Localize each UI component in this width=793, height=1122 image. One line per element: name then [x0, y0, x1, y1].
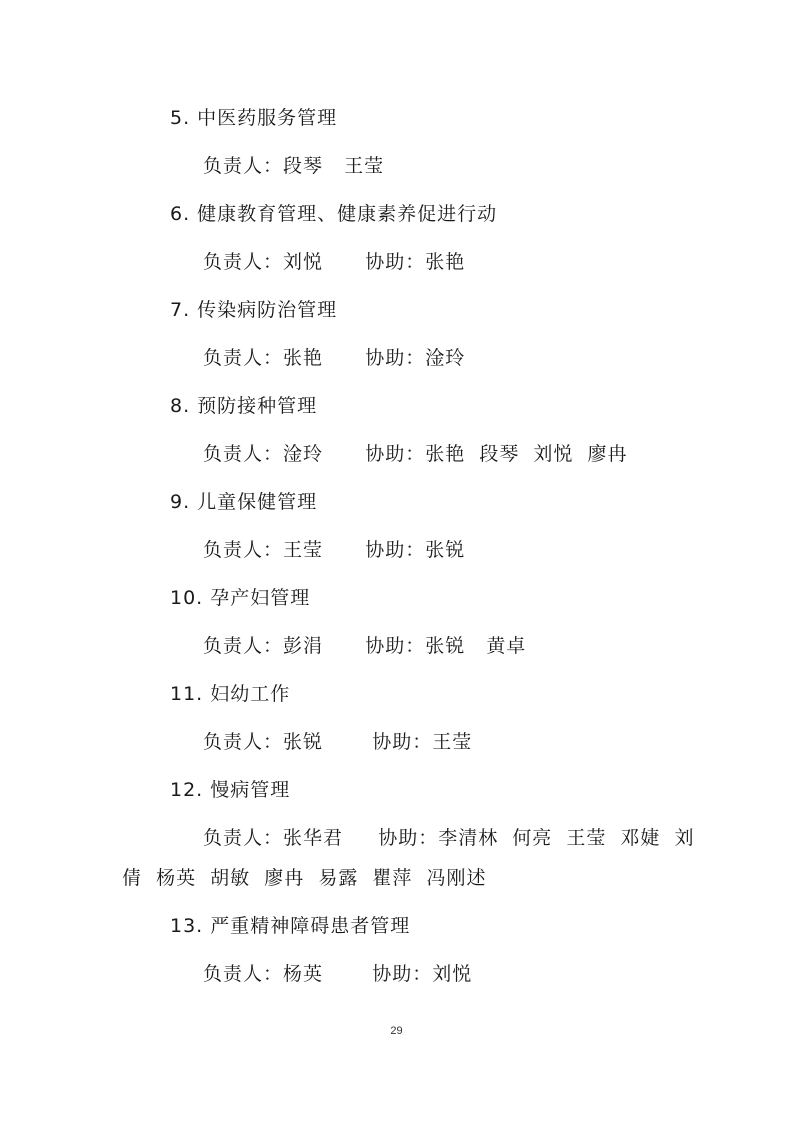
section-heading-12: 12. 慢病管理 [170, 779, 291, 801]
section-heading-8: 8. 预防接种管理 [170, 395, 318, 417]
responsible-line-13: 负责人：杨英 协助：刘悦 [203, 963, 473, 985]
responsible-line-12-continued: 倩 杨英 胡敏 廖冉 易露 瞿萍 冯刚述 [122, 867, 487, 889]
responsible-line-9: 负责人：王莹 协助：张锐 [203, 539, 466, 561]
section-heading-10: 10. 孕产妇管理 [170, 587, 311, 609]
responsible-line-8: 负责人：淦玲 协助：张艳 段琴 刘悦 廖冉 [203, 443, 628, 465]
responsible-line-12: 负责人：张华君 协助：李清林 何亮 王莹 邓婕 刘 [203, 827, 695, 849]
section-heading-11: 11. 妇幼工作 [170, 683, 291, 705]
section-heading-7: 7. 传染病防治管理 [170, 299, 338, 321]
section-heading-9: 9. 儿童保健管理 [170, 491, 318, 513]
responsible-line-11: 负责人：张锐 协助：王莹 [203, 731, 473, 753]
responsible-line-5: 负责人：段琴 王莹 [203, 155, 385, 177]
section-heading-5: 5. 中医药服务管理 [170, 107, 338, 129]
page-number: 29 [390, 1025, 403, 1037]
responsible-line-7: 负责人：张艳 协助：淦玲 [203, 347, 466, 369]
section-heading-13: 13. 严重精神障碍患者管理 [170, 915, 411, 937]
responsible-line-6: 负责人：刘悦 协助：张艳 [203, 251, 466, 273]
section-heading-6: 6. 健康教育管理、健康素养促进行动 [170, 203, 498, 225]
responsible-line-10: 负责人：彭涓 协助：张锐 黄卓 [203, 635, 527, 657]
